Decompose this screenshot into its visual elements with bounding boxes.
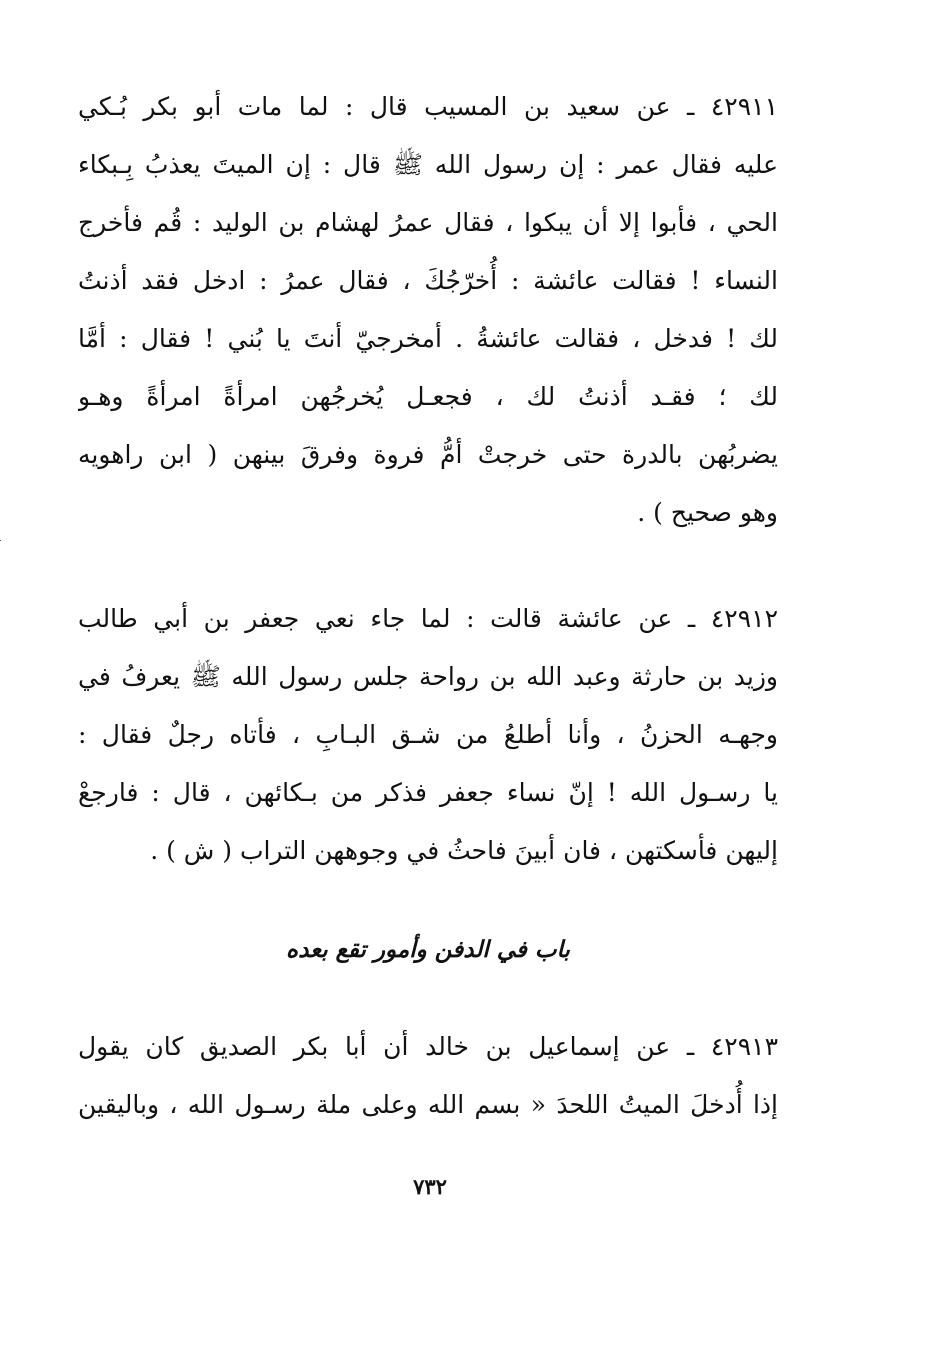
hadith-42911-paragraph (78, 78, 778, 542)
text-line: ٤٢٩١١ ـ عن سعيد بن المسيب قال : لما مات أبو بكر بُـكي (78, 92, 778, 121)
text-line: ٤٢٩١٢ ـ عن عائشة قالت : لما جاء نعي جعفر بن أبي طالب (78, 604, 778, 633)
text-line: عليه فقال عمر : إن رسول الله ﷺ قال : إن الميتَ يعذبُ بِـبكاء (78, 150, 778, 179)
text-line: يضربُهن بالدرة حتى خرجتْ أمُّ فروة وفرقَ بينهن ( ابن راهويه (78, 440, 778, 469)
text-line: لك ؛ فقـد أذنتُ لك ، فجعـل يُخرجُهن امرأةً امرأةً وهـو (78, 382, 778, 411)
hadith-42913-paragraph (78, 1018, 778, 1134)
text-line: إذا أُدخلَ الميتُ اللحدَ « بسم الله وعلى ملة رسـول الله ، وباليقين (78, 1090, 778, 1119)
text-line: إليهن فأسكتهن ، فان أبينَ فاحثُ في وجوههن التراب ( ش ) . (150, 836, 778, 865)
text-line: النساء ! فقالت عائشة : أُخرّجُكَ ، فقال عمرُ : ادخل فقد أذنتُ (78, 266, 778, 295)
text-line: لك ! فدخل ، فقالت عائشةُ . أمخرجيّ أنتَ يا بُني ! فقال : أمَّا (78, 324, 778, 353)
hadith-42912-paragraph (78, 590, 778, 880)
text-line: وزيد بن حارثة وعبد الله بن رواحة جلس رسول الله ﷺ يعرفُ في (78, 662, 778, 691)
text-line: ٤٢٩١٣ ـ عن إسماعيل بن خالد أن أبا بكر الصديق كان يقول (78, 1032, 778, 1061)
text-line: وجهـه الحزنُ ، وأنا أطلعُ من شـق البـابِ ، فأتاه رجلٌ فقال : (78, 720, 778, 749)
text-line: الحي ، فأبوا إلا أن يبكوا ، فقال عمرُ لهشام بن الوليد : قُم فأخرج (78, 208, 778, 237)
chapter-heading: باب في الدفن وأمور تقع بعده (286, 936, 570, 963)
scan-margin-mark (0, 540, 1, 541)
text-line: وهو صحيح ) . (637, 498, 778, 527)
page-number: ٧٣٢ (413, 1174, 447, 1199)
text-line: يا رسـول الله ! إنّ نساء جعفر فذكر من بـكائهن ، قال : فارجعْ (78, 778, 778, 807)
